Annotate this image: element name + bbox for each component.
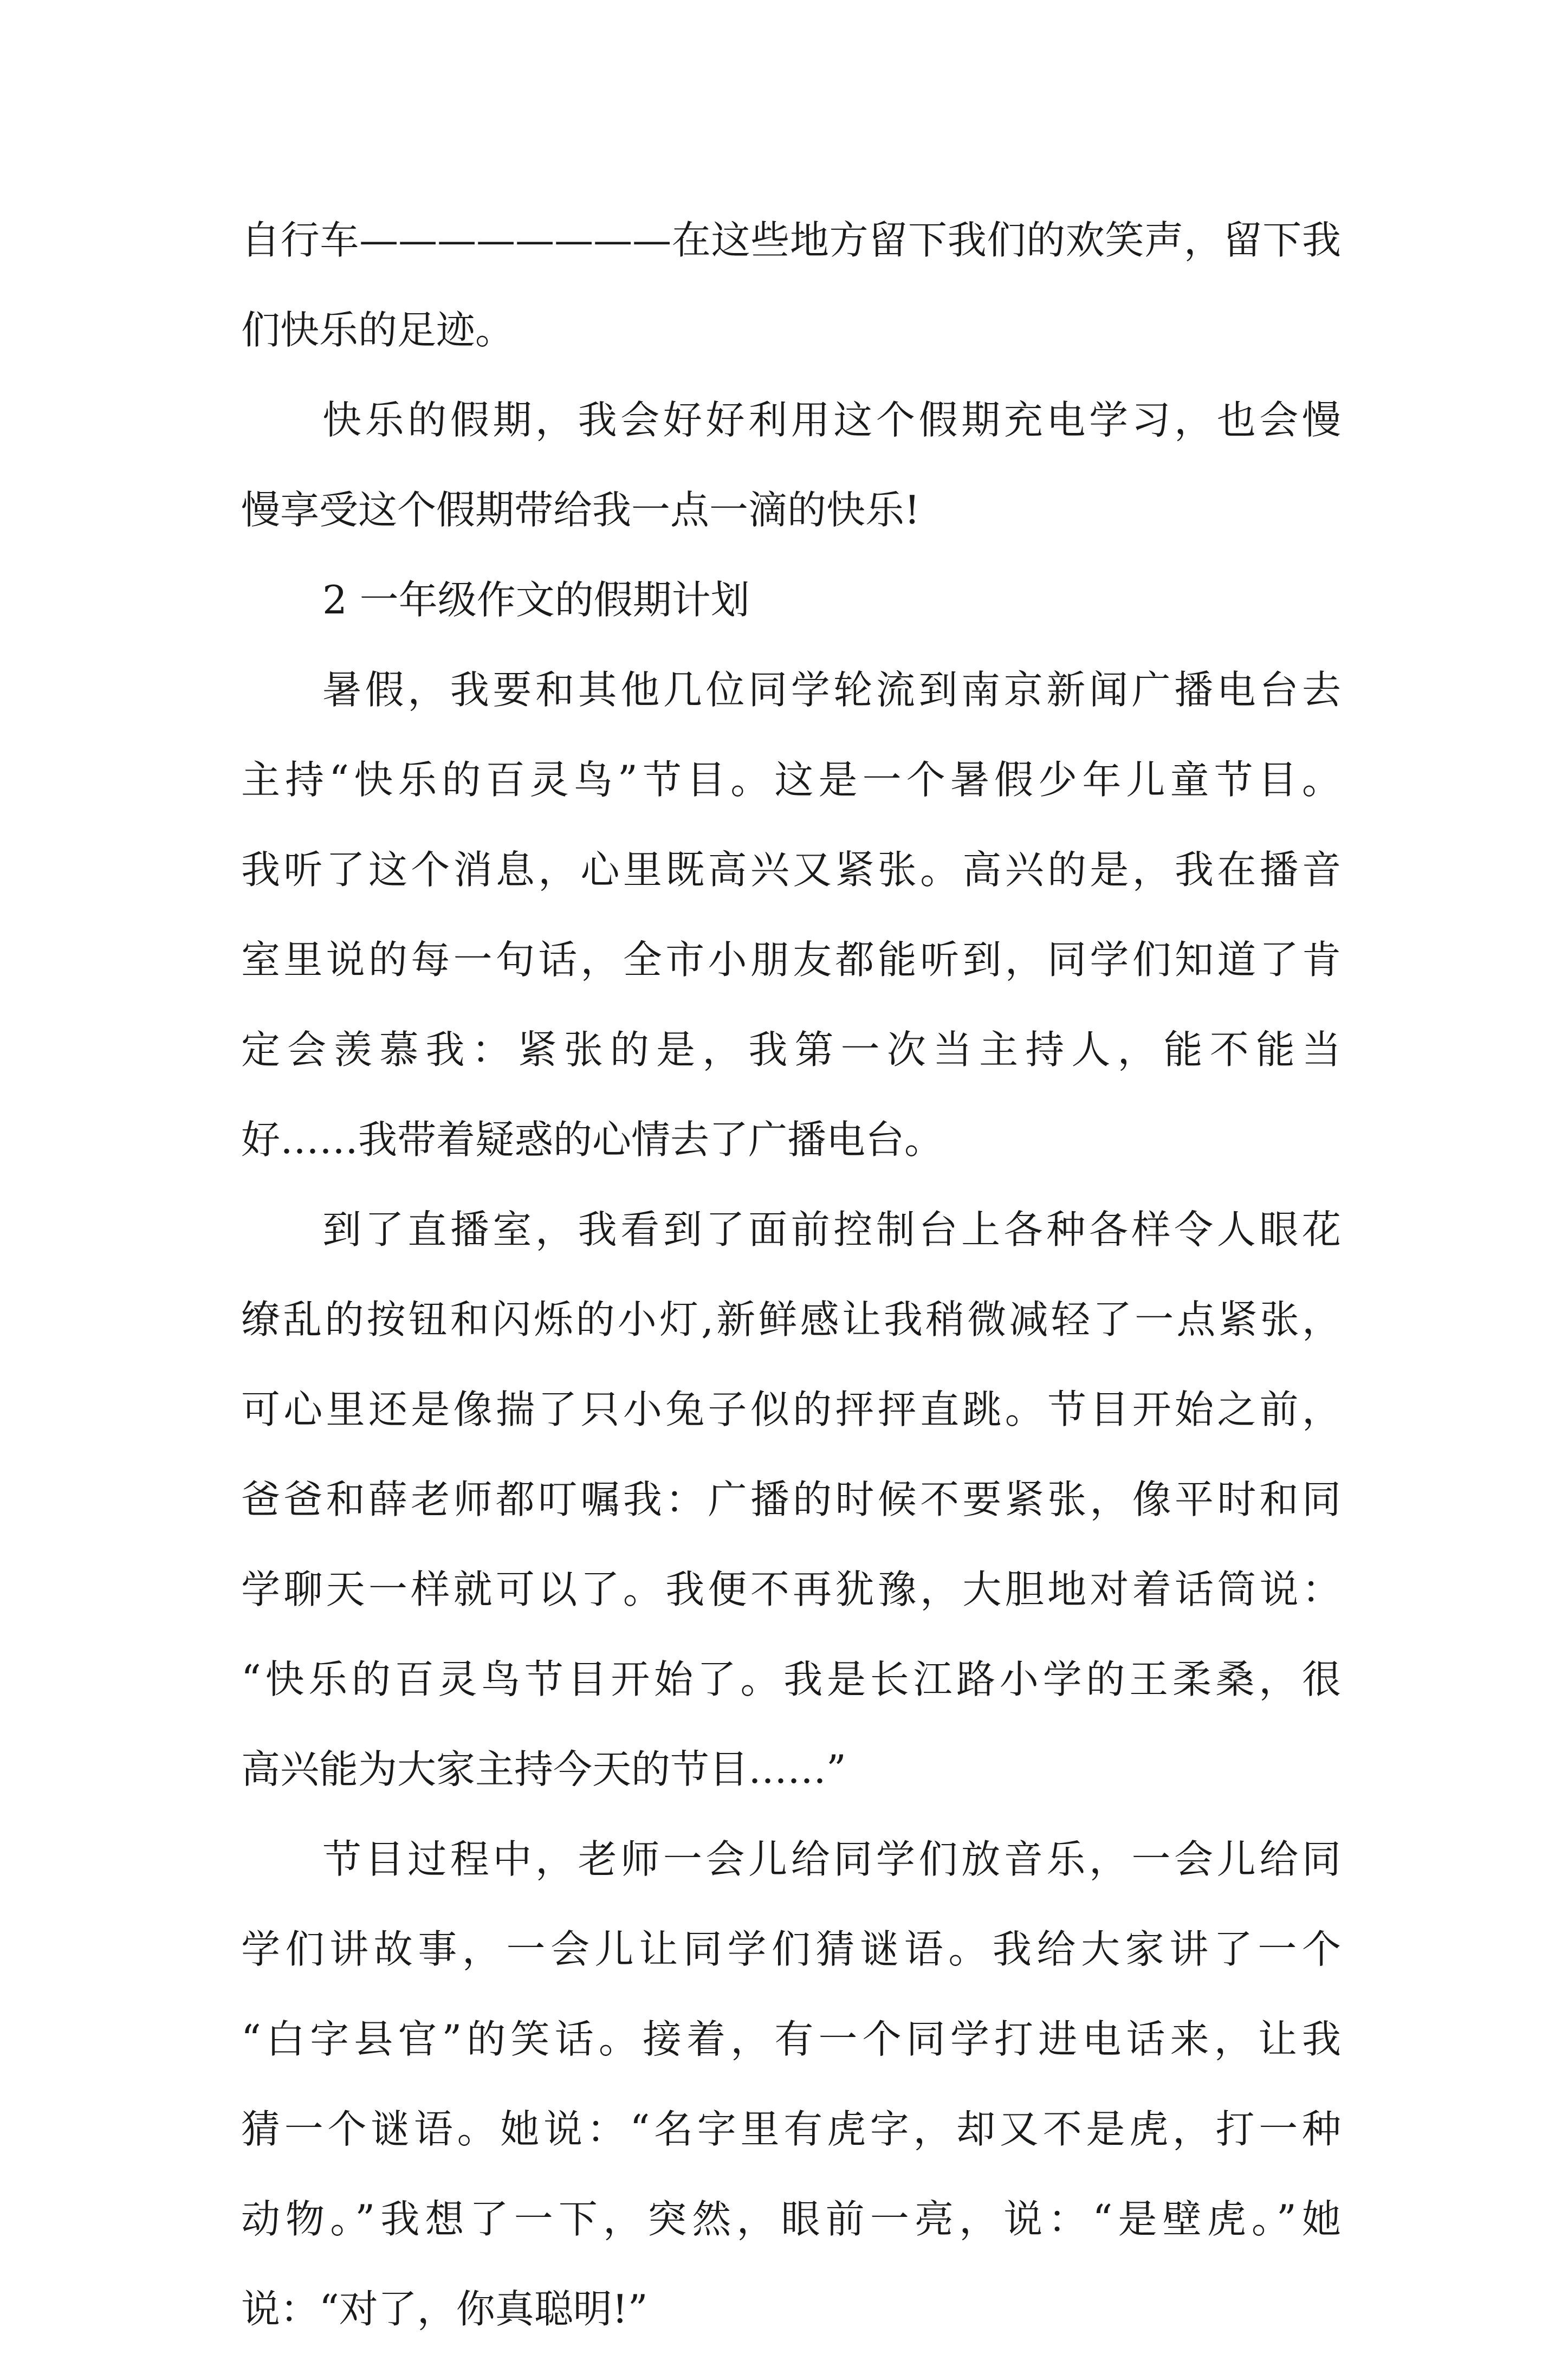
text-line: 高兴能为大家主持今天的节目……” bbox=[241, 1747, 846, 1792]
text-line: “白字县官”的笑话。接着，有一个同学打进电话来，让我 bbox=[241, 2016, 1341, 2062]
text-line: 主持“快乐的百灵鸟”节目。这是一个暑假少年儿童节目。 bbox=[241, 757, 1341, 803]
text-line: 缭乱的按钮和闪烁的小灯,新鲜感让我稍微减轻了一点紧张， bbox=[241, 1297, 1341, 1342]
text-line: 学们讲故事，一会儿让同学们猜谜语。我给大家讲了一个 bbox=[241, 1926, 1341, 1972]
text-line: 可心里还是像揣了只小兔子似的抨抨直跳。节目开始之前， bbox=[241, 1387, 1341, 1432]
text-line: 们快乐的足迹。 bbox=[241, 307, 515, 353]
text-line: 暑假，我要和其他几位同学轮流到南京新闻广播电台去 bbox=[322, 667, 1341, 713]
text-line: 说：“对了，你真聪明!” bbox=[241, 2286, 648, 2332]
text-line: 学聊天一样就可以了。我便不再犹豫，大胆地对着话筒说： bbox=[241, 1567, 1341, 1612]
text-line: 自行车————————在这些地方留下我们的欢笑声，留下我 bbox=[241, 217, 1341, 263]
text-line: 室里说的每一句话，全市小朋友都能听到，同学们知道了肯 bbox=[241, 937, 1341, 982]
text-line: 慢享受这个假期带给我一点一滴的快乐! bbox=[241, 487, 920, 533]
text-line: 动物。”我想了一下，突然，眼前一亮，说：“是壁虎。”她 bbox=[241, 2196, 1341, 2242]
text-line: 到了直播室，我看到了面前控制台上各种各样令人眼花 bbox=[322, 1207, 1341, 1252]
text-line: 我听了这个消息，心里既高兴又紧张。高兴的是，我在播音 bbox=[241, 847, 1341, 893]
text-line: 定会羡慕我：紧张的是，我第一次当主持人，能不能当 bbox=[241, 1027, 1341, 1072]
document-body bbox=[241, 195, 1341, 2354]
text-line: 好……我带着疑惑的心情去了广播电台。 bbox=[241, 1117, 944, 1162]
text-line: “快乐的百灵鸟节目开始了。我是长江路小学的王柔桑，很 bbox=[241, 1657, 1341, 1702]
text-line: 猜一个谜语。她说：“名字里有虎字，却又不是虎，打一种 bbox=[241, 2106, 1341, 2152]
section-heading: 2 一年级作文的假期计划 bbox=[322, 577, 750, 623]
text-line: 爸爸和薛老师都叮嘱我：广播的时候不要紧张，像平时和同 bbox=[241, 1477, 1341, 1522]
text-line: 快乐的假期，我会好好利用这个假期充电学习，也会慢 bbox=[322, 397, 1341, 443]
text-line: 节目过程中，老师一会儿给同学们放音乐，一会儿给同 bbox=[322, 1836, 1341, 1882]
